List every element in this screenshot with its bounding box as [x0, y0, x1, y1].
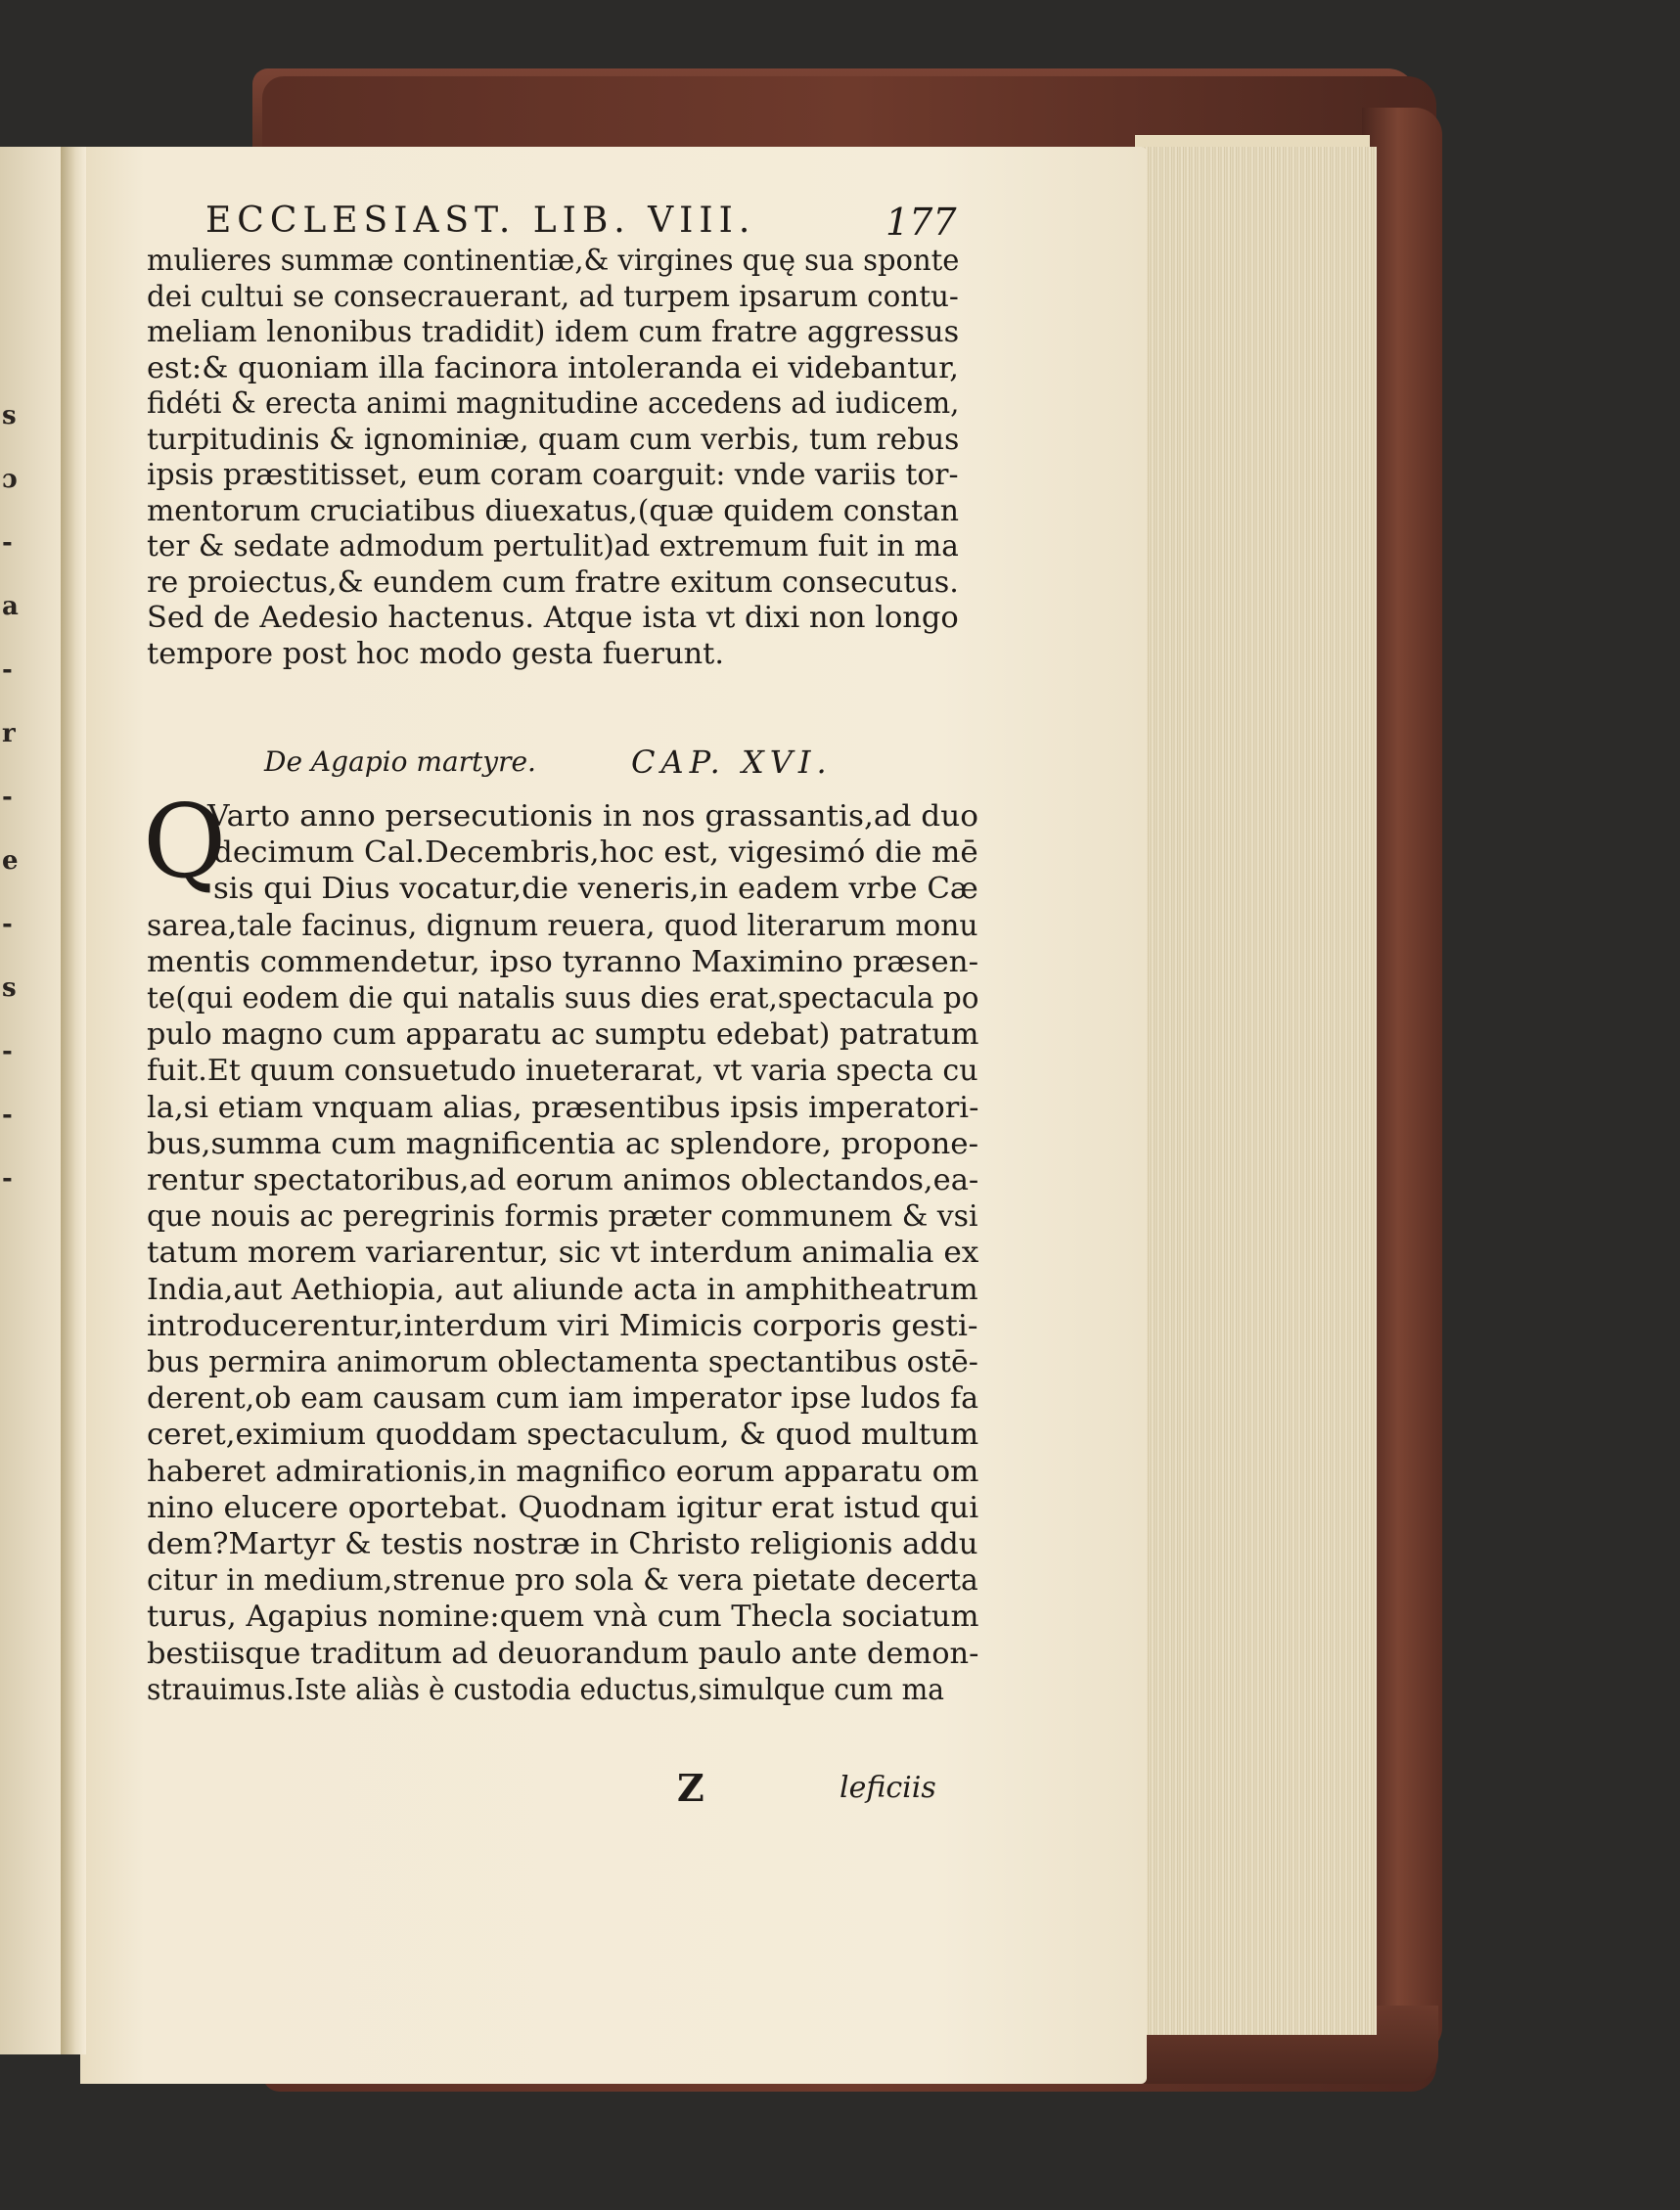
text-line: pulo magno cum apparatu ac sumptu edebat) patratum [147, 1017, 979, 1053]
chapter-number: CAP. XVI. [631, 744, 833, 781]
text-line: re proiectus,& eundem cum fratre exitum consecutus. [147, 564, 959, 600]
running-title: ECCLESIAST. LIB. VIII. [205, 201, 756, 241]
text-line: derent,ob eam causam cum iam imperator ipse ludos fa [147, 1381, 979, 1417]
text-line: turpitudinis & ignominiæ, quam cum verbis, tum rebus [147, 422, 960, 457]
text-line: ceret,eximium quoddam spectaculum, & quod multum [147, 1418, 979, 1453]
text-line: meliam lenonibus tradidit) idem cum fratre aggressus [147, 315, 960, 349]
chapter-title: De Agapio martyre. [264, 745, 536, 778]
signature-mark: Z [677, 1766, 704, 1810]
text-line: rentur spectatoribus,ad eorum animos oblectandos,ea- [147, 1163, 979, 1197]
text-line: mentorum cruciatibus diuexatus,(quæ quidem constan [147, 493, 959, 528]
text-line: nino elucere oportebat. Quodnam igitur erat istud qui [147, 1490, 979, 1525]
text-line: India,aut Aethiopia, aut aliunde acta in amphitheatrum [147, 1272, 978, 1307]
text-line: citur in medium,strenue pro sola & vera pietate decerta [147, 1563, 978, 1599]
text-line: que nouis ac peregrinis formis præter communem & vsi [147, 1199, 978, 1235]
left-page-letters: s ɔ - a - r - e - s - - - [2, 401, 19, 1194]
text-line: decimum Cal.Decembris,hoc est, vigesimó die mē [213, 835, 978, 871]
text-line: bus permira animorum oblectamenta spectantibus ostē- [147, 1345, 978, 1379]
text-line: turus, Agapius nomine:quem vnà cum Thecla sociatum [147, 1600, 979, 1635]
catchword: leficiis [840, 1771, 936, 1805]
text-line: introducerentur,interdum viri Mimicis corporis gesti- [147, 1308, 978, 1343]
text-line: dem?Martyr & testis nostræ in Christo religionis addu [147, 1527, 978, 1561]
text-line: ipsis præstitisset, eum coram coarguit: vnde variis tor- [147, 458, 959, 492]
text-line: sarea,tale facinus, dignum reuera, quod literarum monu [147, 908, 978, 943]
text-line: haberet admirationis,in magnifico eorum apparatu om [147, 1454, 979, 1489]
text-line: tatum morem variarentur, sic vt interdum animalia ex [147, 1236, 979, 1271]
text-line: fuit.Et quum consuetudo inueterarat, vt varia specta cu [147, 1054, 978, 1089]
text-line: Sed de Aedesio hactenus. Atque ista vt dixi non longo [147, 601, 959, 635]
text-line: strauimus.Iste aliàs è custodia eductus,simulque cum ma [147, 1672, 944, 1707]
page-number: 177 [885, 201, 957, 244]
text-line: Varto anno persecutionis in nos grassantis,ad duo [207, 799, 979, 834]
text-line: tempore post hoc modo gesta fuerunt. [147, 636, 725, 671]
text-line: est:& quoniam illa facinora intoleranda ei videbantur, [147, 350, 959, 385]
text-line: bestiisque traditum ad deuorandum paulo ante demon- [147, 1636, 979, 1671]
text-line: mentis commendetur, ipso tyranno Maximino præsen- [147, 944, 979, 979]
text-line: fidéti & erecta animi magnitudine accedens ad iudicem, [147, 386, 960, 421]
text-line: la,si etiam vnquam alias, præsentibus ipsis imperatori- [147, 1090, 979, 1125]
text-line: sis qui Dius vocatur,die veneris,in eadem vrbe Cæ [213, 872, 978, 907]
drop-initial: Q [143, 782, 227, 901]
text-line: dei cultui se consecrauerant, ad turpem ipsarum contu- [147, 279, 959, 314]
text-line: bus,summa cum magnificentia ac splendore, propone- [147, 1126, 979, 1161]
text-line: mulieres summæ continentiæ,& virgines quę sua sponte [147, 244, 960, 278]
text-line: te(qui eodem die qui natalis suus dies erat,spectacula po [147, 981, 979, 1015]
text-line: ter & sedate admodum pertulit)ad extremum fuit in ma [147, 529, 959, 564]
